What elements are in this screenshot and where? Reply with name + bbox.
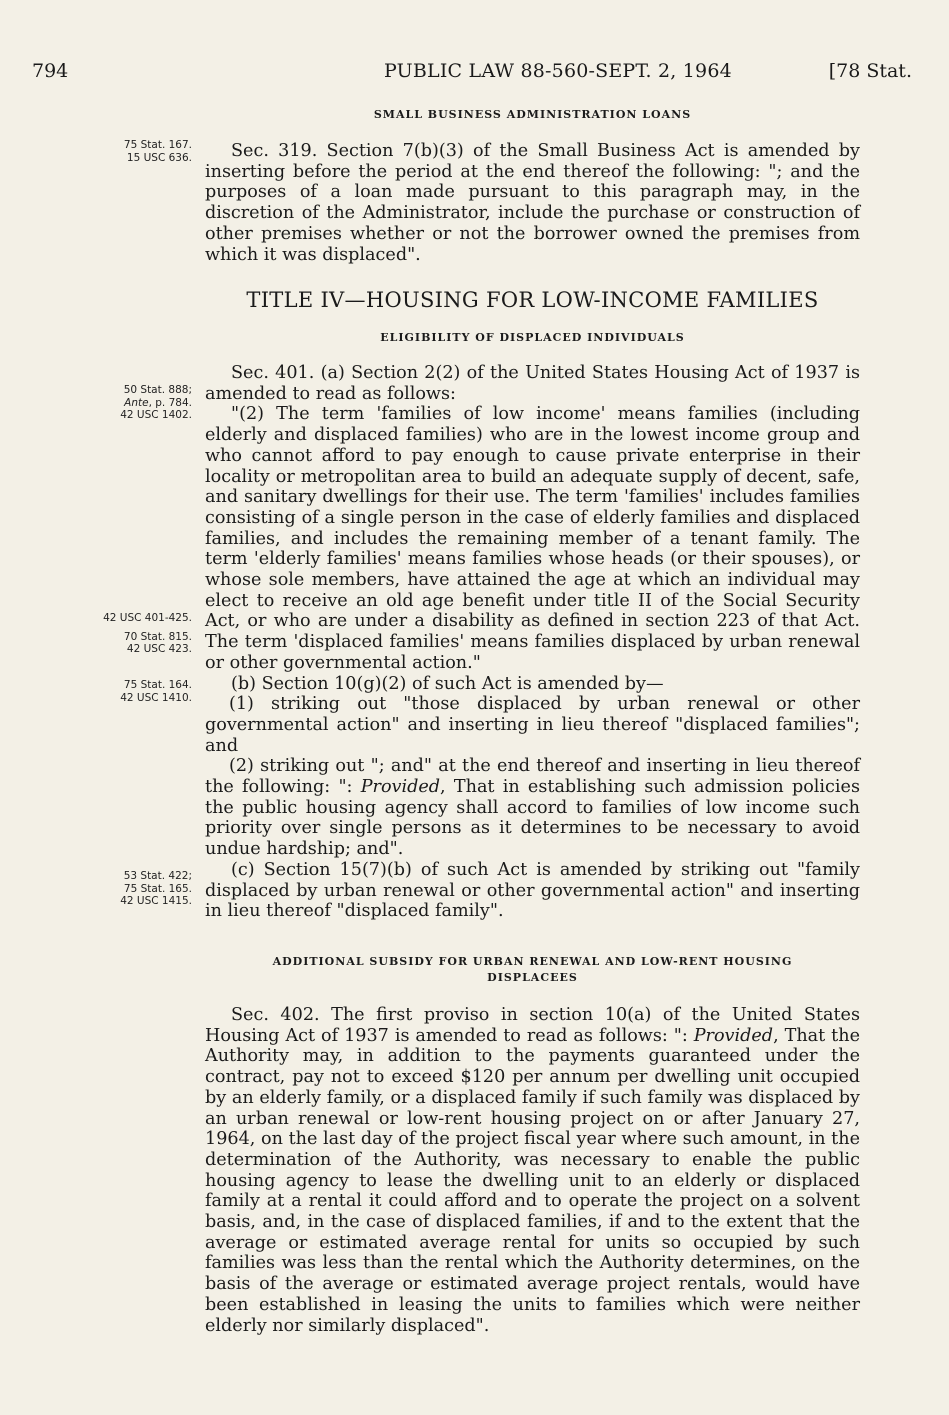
section-319-text: Sec. 319. Section 7(b)(3) of the Small Business Act is amended by inserting before the period at the end thereof the following: "; and the purposes of a loan made pursuant to this paragraph may, in the discretion of the Administrator, include the purchase or construction of other premises whether or not the borrower owned the premises from which it was displaced".: [205, 141, 860, 265]
section-401-a: Sec. 401. (a) Section 2(2) of the United States Housing Act of 1937 is amended to read as follows:: [205, 363, 860, 404]
margin-note-1: [64, 139, 192, 164]
margin-note-ante: Ante: [124, 396, 149, 409]
section-401-b-1: (1) striking out "those displaced by urban renewal or other governmental action" and inserting in lieu thereof "displaced families"; and: [205, 694, 860, 756]
margin-note-5: [64, 870, 192, 908]
section-401-b-2: [205, 756, 860, 860]
margin-note-line: 50 Stat. 888;: [123, 384, 192, 396]
section-401-b: (b) Section 10(g)(2) of such Act is amended by—: [231, 673, 664, 694]
statute-reference: [78 Stat.: [828, 60, 912, 82]
margin-note-line: 75 Stat. 165.: [123, 882, 192, 895]
provided-word: Provided: [360, 777, 441, 798]
margin-note-2: [64, 384, 192, 422]
heading-eligibility: ELIGIBILITY OF DISPLACED INDIVIDUALS: [380, 331, 685, 344]
margin-note-line: 70 Stat. 815.: [123, 630, 192, 643]
running-title: PUBLIC LAW 88-560-SEPT. 2, 1964: [384, 60, 732, 82]
heading-sba-loans: SMALL BUSINESS ADMINISTRATION LOANS: [373, 108, 692, 121]
title-iv-heading: TITLE IV—HOUSING FOR LOW-INCOME FAMILIES: [246, 288, 819, 312]
margin-note-page: , p. 784.: [148, 396, 192, 409]
section-402-text: [205, 1005, 860, 1336]
margin-note-3: [64, 612, 192, 656]
margin-note-line: [64, 397, 192, 410]
margin-note-line: 42 USC 1410.: [120, 691, 192, 704]
page-number: 794: [32, 60, 69, 82]
provided-word: Provided: [693, 1025, 774, 1046]
heading-additional-subsidy: ADDITIONAL SUBSIDY FOR URBAN RENEWAL AND LOW-RENT HOUSING DISPLACEES: [272, 955, 793, 984]
margin-note-line: 42 USC 1415.: [120, 895, 192, 907]
margin-note-line: 42 USC 423.: [126, 643, 192, 655]
margin-note-line: 75 Stat. 167.: [123, 139, 192, 151]
section-401-c: (c) Section 15(7)(b) of such Act is amended by striking out "family displaced by urban renewal or other governmental action" and inserting in lieu thereof "displaced family".: [205, 859, 860, 922]
margin-note-line: 42 USC 1402.: [120, 409, 192, 421]
margin-note-4: [64, 679, 192, 704]
page-header: [32, 60, 912, 90]
section-401-b-2-rest: , That in establishing such admission policies the public housing agency shall accord to families of low income such priority over single persons as it determines to be necessary to avoid undue hardship; and".: [205, 777, 860, 860]
section-402-rest: , That the Authority may, in addition to the payments guaranteed under the contract, pay not to exceed $120 per annum per dwelling unit occupied by an elderly family, or a displaced family if such family was displaced by an urban renewal or low-rent housing project on or after January 27, 1964, on the last day of the project fiscal year where such amount, in the determination of the Authority, was necessary to enable the public housing agency to lease the dwelling unit to an elderly or displaced family at a rental it could afford and to operate the project on a solvent basis, and, in the case of displaced families, if and to the extent that the average or estimated average rental for units so occupied by such families was less than the rental which the Authority determines, on the basis of the average or estimated average project rentals, would have been established in leasing the units to families which were neither elderly nor similarly displaced".: [205, 1025, 860, 1336]
section-401: [205, 363, 860, 922]
section-401-b-2-lead: (2) striking out "; and" at the end thereof and inserting in lieu thereof the following: ":: [205, 756, 860, 798]
section-319: [205, 141, 860, 265]
margin-note-line: 53 Stat. 422;: [123, 870, 192, 882]
margin-note-line: 42 USC 401-425.: [103, 612, 192, 624]
section-402-lead: Sec. 402. The first proviso in section 10(a) of the United States Housing Act of 1937 is amended to read as follows: ":: [205, 1005, 860, 1046]
section-401-definition: "(2) The term 'families of low income' means families (including elderly and displaced families) who are in the lowest income group and who cannot afford to pay enough to cause private enterprise in their locality or metropolitan area to build an adequate supply of decent, safe, and sanitary dwellings for their use. The term 'families' includes families consisting of a single person in the case of elderly families and displaced families, and includes the remaining member of a tenant family. The term 'elderly families' means families whose heads (or their spouses), or whose sole members, have attained the age at which an individual may elect to receive an old age benefit under title II of the Social Security Act, or who are under a disability as defined in section 223 of that Act. The term 'displaced families' means families displaced by urban renewal or other governmental action.": [205, 404, 860, 673]
margin-note-line: 75 Stat. 164.: [123, 679, 192, 691]
section-402: [205, 1005, 860, 1336]
margin-note-line: 15 USC 636.: [126, 151, 192, 164]
